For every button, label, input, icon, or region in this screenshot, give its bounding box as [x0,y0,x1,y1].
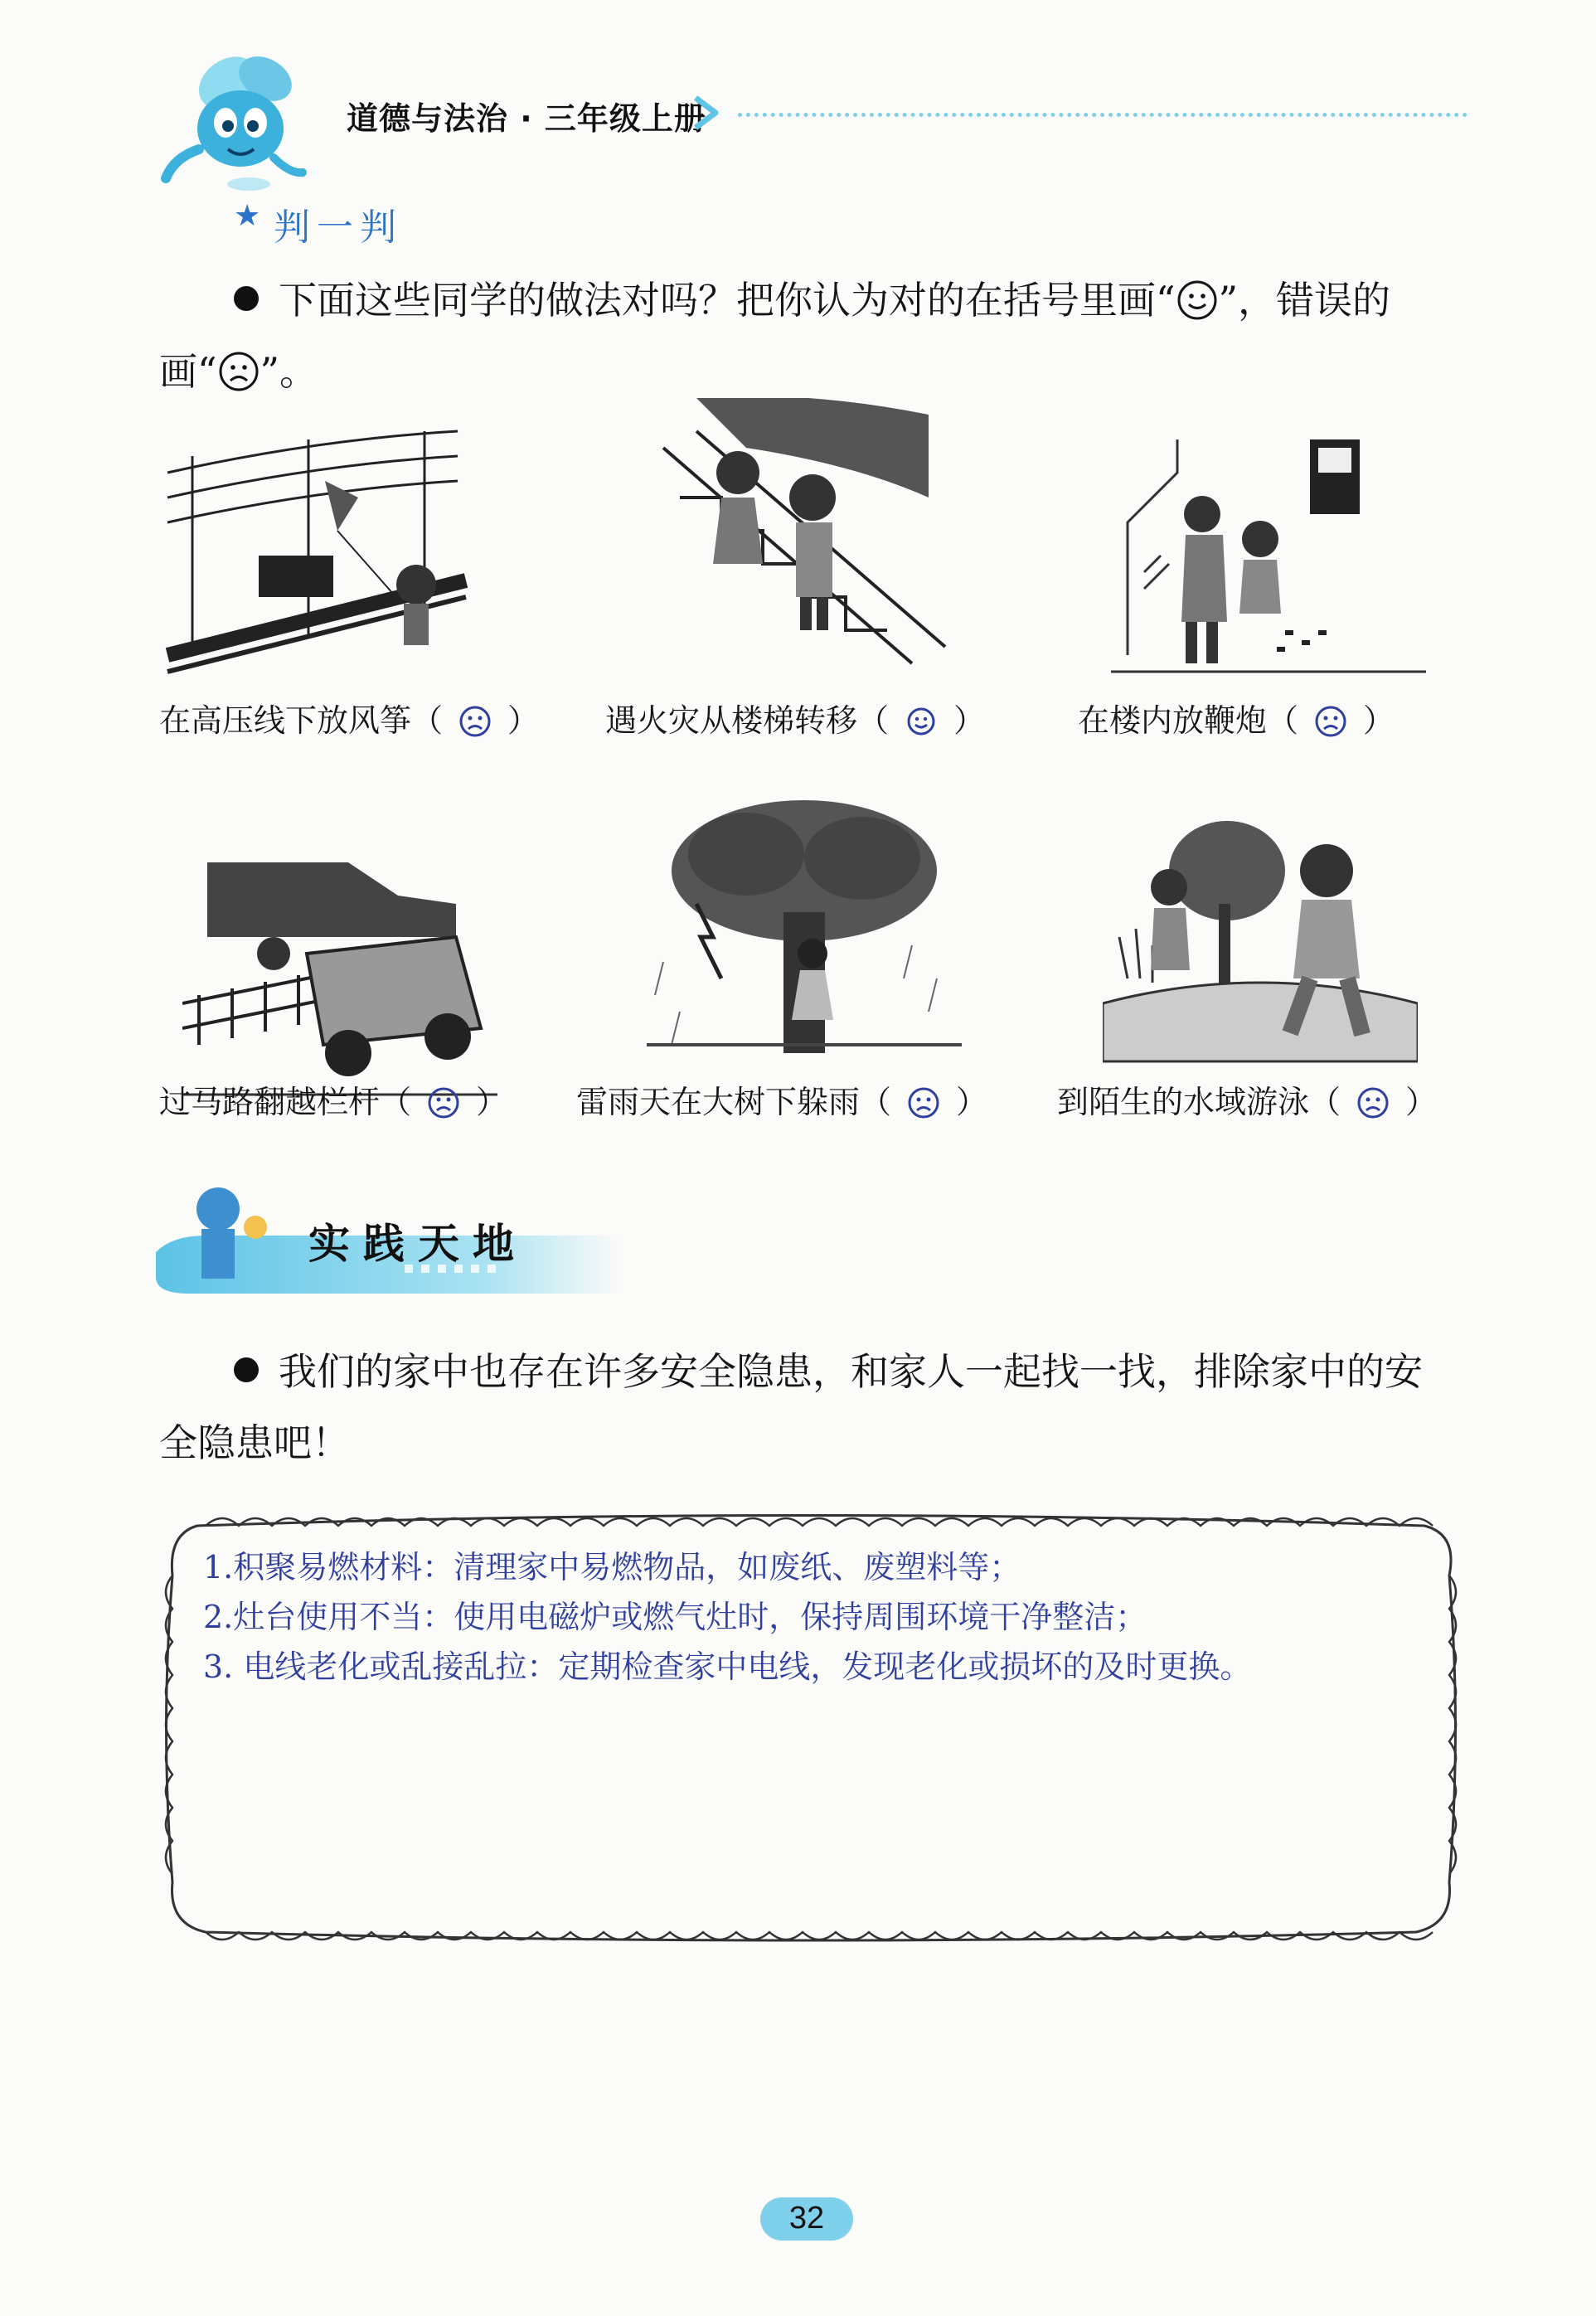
illustration-kite-power-lines [159,406,474,680]
section-title-practice: 实践天地 [308,1220,527,1268]
header-title: 道德与法治 · 三年级上册 [347,100,706,137]
item-caption-4: 过马路翻越栏杆（ ） [159,1084,508,1120]
sad-face-answer-icon [1313,704,1348,739]
item-caption-2: 遇火灾从楼梯转移（ ） [605,702,986,739]
sad-face-answer-icon [906,1085,941,1120]
sad-face-answer-icon [1356,1085,1390,1120]
happy-face-icon [1176,279,1219,322]
item-caption-3: 在楼内放鞭炮（ ） [1078,702,1395,739]
page-number: 32 [788,2201,825,2236]
illustration-fire-stairs [647,398,962,672]
illustration-tree-thunderstorm [647,796,962,1070]
happy-face-answer-icon [904,704,939,739]
instruction-judge-line2: 画“ ”。 [159,349,318,394]
instruction-practice: 我们的家中也存在许多安全隐患，和家人一起找一找，排除家中的安 [234,1335,1477,1408]
header-divider [738,113,1467,117]
sad-face-icon [217,350,260,393]
star-icon: ★ [234,199,261,233]
bullet-icon [234,286,259,311]
chevron-right-icon [692,93,725,133]
mascot-logo [149,33,332,199]
item-caption-5: 雷雨天在大树下躲雨（ ） [576,1084,988,1120]
sad-face-answer-icon [426,1085,461,1120]
illustration-firecrackers-indoors [1111,423,1426,697]
instruction-judge: 下面这些同学的做法对吗？把你认为对的在括号里画“ ”，错误的 [234,264,1477,337]
handwritten-answer-1: 1.积聚易燃材料：清理家中易燃物品，如废纸、废塑料等； [203,1549,1021,1585]
bullet-icon [234,1357,259,1382]
handwritten-answer-2: 2.灶台使用不当：使用电磁炉或燃气灶时，保持周围环境干净整洁； [203,1599,1147,1635]
handwritten-answer-3: 3. 电线老化或乱接乱拉：定期检查家中电线，发现老化或损坏的及时更换。 [203,1648,1252,1685]
instruction-practice-line2: 全隐患吧！ [159,1420,350,1465]
item-caption-6: 到陌生的水域游泳（ ） [1057,1084,1438,1120]
section-title-judge: 判一判 [274,206,403,249]
sad-face-answer-icon [458,704,492,739]
item-caption-1: 在高压线下放风筝（ ） [159,702,540,739]
illustration-unfamiliar-water [1103,813,1418,1086]
